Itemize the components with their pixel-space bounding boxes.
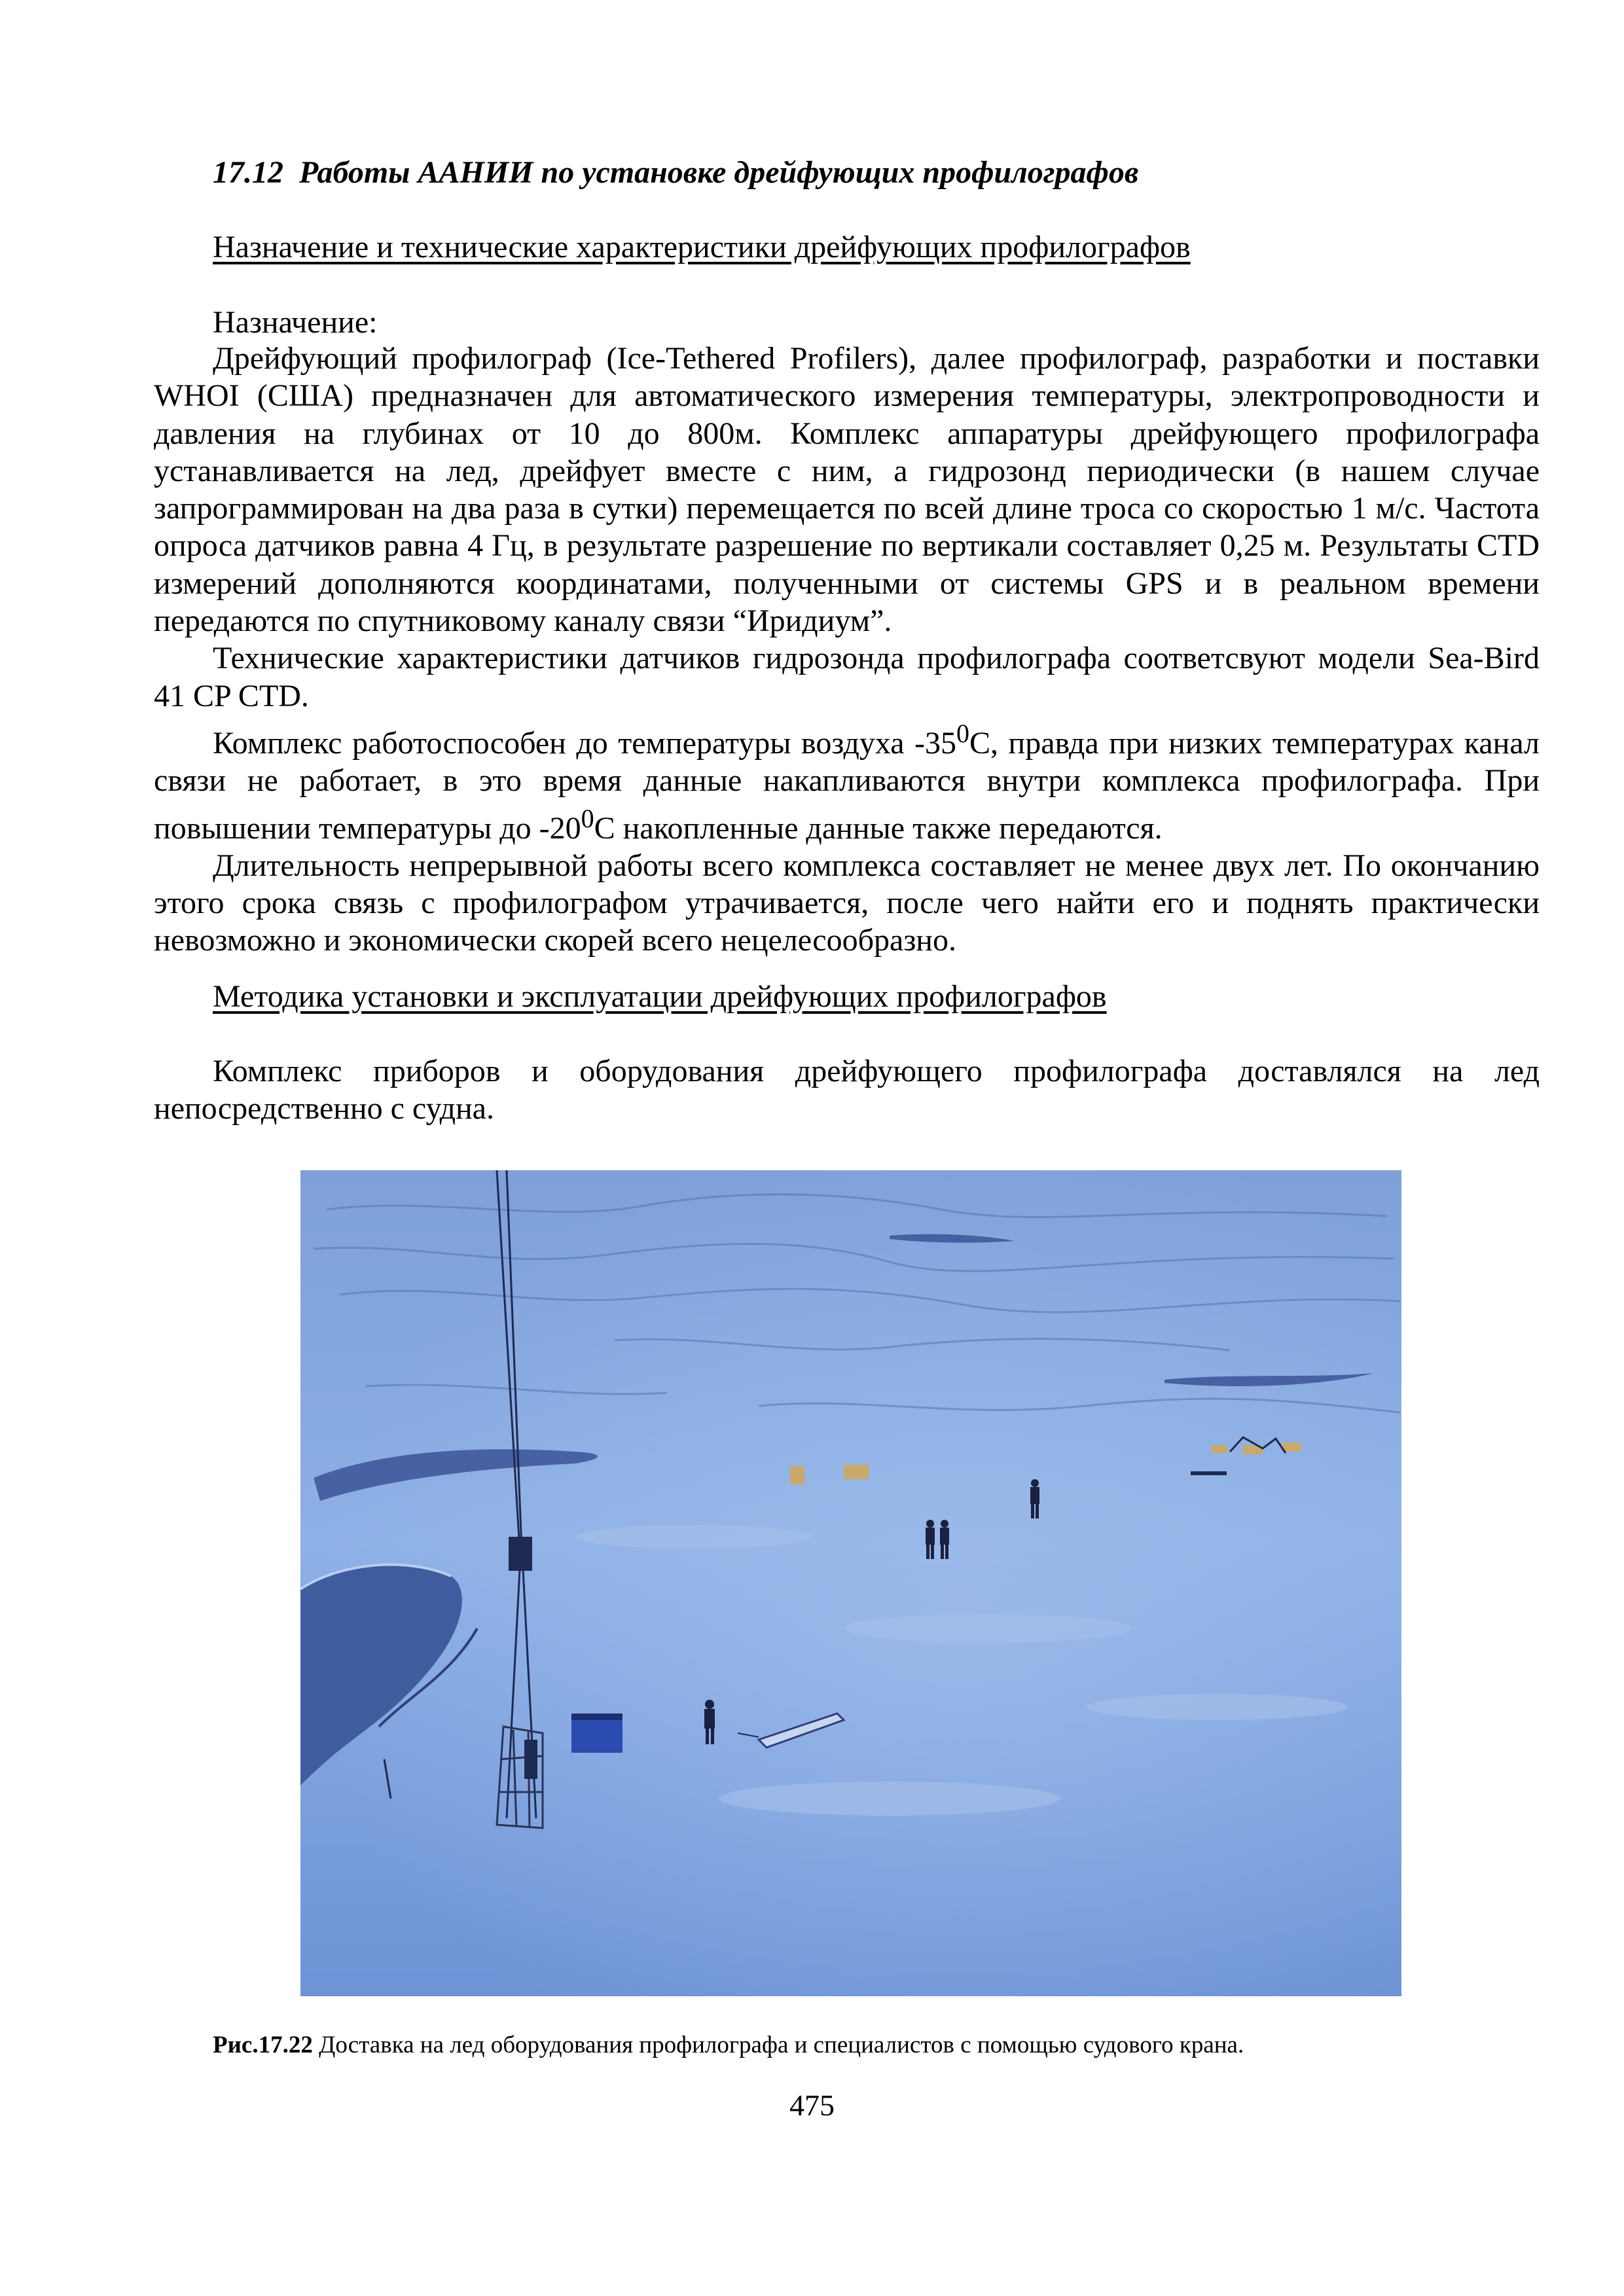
- paragraph-profiler-description: Дрейфующий профилограф (Ice-Tethered Profilers), далее профилограф, разработки и поставки WHOI (США) предназначен для автоматического измерения температуры, электропроводности и давления на глубинах от 10 до 800м. Комплекс аппаратуры дрейфующего профилографа устанавливается на лед, дрейфует вместе с ним, а гидрозонд периодически (в нашем случае запрограммирован на два раза в сутки) перемещается по всей длине троса со скоростью 1 м/с. Частота опроса датчиков равна 4 Гц, в результате разрешение по вертикали составляет 0,25 м. Результаты CTD измерений дополняются координатами, полученными от системы GPS и в реальном времени передаются по спутниковому каналу связи “Иридиум”.: [154, 341, 1540, 639]
- page-number: 475: [789, 2089, 835, 2122]
- figure-label: Рис.17.22: [213, 2032, 313, 2058]
- ice-scene-photo: [300, 1170, 1401, 1996]
- figure-caption-text: Доставка на лед оборудования профилографа и специалистов с помощью судового крана.: [312, 2032, 1244, 2058]
- equipment-box: [571, 1713, 623, 1753]
- subsection-heading-method: Методика установки и эксплуатации дрейфующих профилографов: [213, 979, 1107, 1014]
- purpose-label: Назначение:: [213, 305, 378, 340]
- body-text-block-1: [154, 340, 1540, 960]
- figure-photo-ice-delivery: [300, 1170, 1401, 1996]
- paragraph-operation-duration: Длительность непрерывной работы всего комплекса составляет не менее двух лет. По окончанию этого срока связь с профилографом утрачивается, после чего найти его и поднять практически невозможно и экономически скорей всего нецелесообразно.: [154, 848, 1540, 958]
- subsection-heading-purpose: Назначение и технические характеристики дрейфующих профилографов: [213, 230, 1191, 264]
- section-title-text: Работы ААНИИ по установке дрейфующих профилографов: [299, 155, 1139, 190]
- body-text-block-2: [154, 1052, 1540, 1128]
- crane-hook: [509, 1537, 532, 1571]
- paragraph-temperature-limits: Комплекс работоспособен до температуры воздуха $-35^0С$, правда при низких температурах канал связи не работает, в это время данные накапливаются внутри комплекса профилографа. При повышении температуры до $-20^0С$ накопленные данные также передаются.: [154, 718, 1540, 846]
- section-title: [213, 154, 1138, 190]
- figure-caption: [213, 2031, 1244, 2059]
- paragraph-delivery: Комплекс приборов и оборудования дрейфующего профилографа доставлялся на лед непосредственно с судна.: [154, 1054, 1540, 1126]
- paragraph-sensor-model: Технические характеристики датчиков гидрозонда профилографа соответсвуют модели Sea-Bird 41 CP CTD.: [154, 641, 1540, 713]
- section-number: 17.12: [213, 155, 283, 190]
